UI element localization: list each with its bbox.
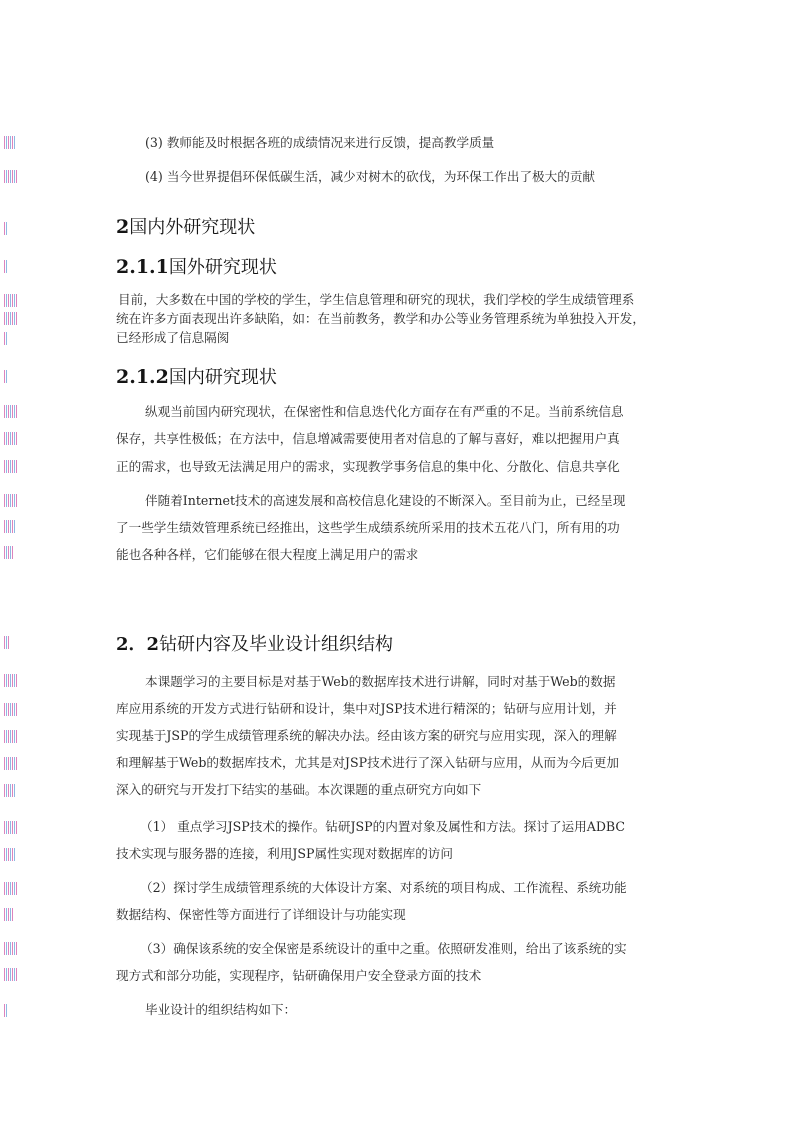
list-item-3b: （3）确保该系统的安全保密是系统设计的重中之重。依照研发准则，给出了该系统的实 [140, 941, 627, 956]
paragraph-line: 伴随着Internet技术的高速发展和高校信息化建设的不断深入。至目前为止，已经呈现 [145, 493, 626, 508]
list-item-2: （2）探讨学生成绩管理系统的大体设计方案、对系统的项目构成、工作流程、系统功能 [140, 880, 627, 895]
change-mark [4, 784, 16, 797]
list-item-1-cont: 技术实现与服务器的连接，利用JSP属性实现对数据库的访问 [116, 846, 453, 861]
list-item-3: (3) 教师能及时根据各班的成绩情况来进行反馈，提高教学质量 [145, 135, 495, 150]
change-mark [4, 674, 18, 687]
paragraph-line: 毕业设计的组织结构如下： [145, 1002, 297, 1017]
change-mark [4, 848, 16, 861]
change-mark [4, 908, 14, 921]
section-number: 2.1.1 [116, 256, 169, 278]
change-mark [4, 136, 16, 149]
section-title: 国内外研究现状 [129, 217, 256, 238]
section-heading-2-2 [116, 634, 393, 656]
paragraph-line: 和理解基于Web的数据库技术，尤其是对JSP技术进行了深入钻研与应用，从而为今后更加 [116, 755, 619, 770]
change-mark [4, 460, 18, 473]
change-mark [4, 312, 18, 325]
change-mark [4, 520, 16, 533]
paragraph-line: 正的需求，也导致无法满足用户的需求，实现教学事务信息的集中化、分散化、信息共享化 [116, 459, 620, 474]
change-mark [4, 170, 18, 183]
change-mark [4, 757, 18, 770]
change-mark [4, 703, 18, 716]
section-title: 国内研究现状 [168, 367, 277, 388]
paragraph-line: 已经形成了信息隔阂 [116, 330, 230, 345]
paragraph-line: 统在许多方面表现出许多缺陷，如：在当前教务，教学和办公等业务管理系统为单独投入开发， [116, 311, 645, 326]
change-mark [4, 1004, 8, 1017]
change-mark [4, 260, 8, 273]
paragraph-line: 纵观当前国内研究现状，在保密性和信息迭代化方面存在有严重的不足。当前系统信息 [145, 404, 624, 419]
change-mark [4, 821, 18, 834]
change-mark [4, 405, 18, 418]
change-mark [4, 546, 14, 559]
change-mark [4, 370, 8, 383]
section-title: 钻研内容及毕业设计组织结构 [159, 634, 394, 655]
paragraph-line: 实现基于JSP的学生成绩管理系统的解决办法。经由该方案的研究与应用实现，深入的理解 [116, 728, 617, 743]
change-mark [4, 636, 10, 649]
paragraph-line: 了一些学生绩效管理系统已经推出，这些学生成绩系统所采用的技术五花八门，所有用的功 [116, 520, 620, 535]
paragraph-line: 库应用系统的开发方式进行钻研和设计，集中对JSP技术进行精深的；钻研与应用计划，并 [116, 701, 617, 716]
paragraph-line: 目前，大多数在中国的学校的学生，学生信息管理和研究的现状，我们学校的学生成绩管理系 [118, 292, 635, 307]
list-item-4: (4) 当今世界提倡环保低碳生活，减少对树木的砍伐，为环保工作出了极大的贡献 [145, 169, 596, 184]
change-mark [4, 730, 18, 743]
margin-change-marks [4, 0, 18, 1123]
change-mark [4, 222, 8, 235]
paragraph-line: 本课题学习的主要目标是对基于Web的数据库技术进行讲解，同时对基于Web的数据 [145, 674, 616, 689]
section-title: 国外研究现状 [168, 257, 277, 278]
list-item-3b-cont: 现方式和部分功能，实现程序，钻研确保用户安全登录方面的技术 [116, 968, 482, 983]
section-number: 2．2 [116, 634, 160, 655]
section-heading-2-1-1 [116, 256, 277, 279]
section-heading-2-1-2 [116, 366, 277, 389]
change-mark [4, 294, 18, 307]
paragraph-line: 保存，共享性极低；在方法中，信息增减需要使用者对信息的了解与喜好，难以把握用户真 [116, 431, 620, 446]
change-mark [4, 942, 18, 955]
change-mark [4, 494, 18, 507]
list-item-2-cont: 数据结构、保密性等方面进行了详细设计与功能实现 [116, 907, 406, 922]
section-heading-2 [116, 216, 255, 239]
list-item-1: （1） 重点学习JSP技术的操作。钻研JSP的内置对象及属性和方法。探讨了运用ADBC [140, 819, 626, 834]
change-mark [4, 332, 8, 345]
paragraph-line: 能也各种各样，它们能够在很大程度上满足用户的需求 [116, 547, 419, 562]
change-mark [4, 432, 18, 445]
section-number: 2.1.2 [116, 366, 169, 388]
change-mark [4, 882, 18, 895]
paragraph-line: 深入的研究与开发打下结实的基础。本次课题的重点研究方向如下 [116, 782, 482, 797]
change-mark [4, 968, 18, 981]
section-number: 2 [116, 216, 130, 238]
